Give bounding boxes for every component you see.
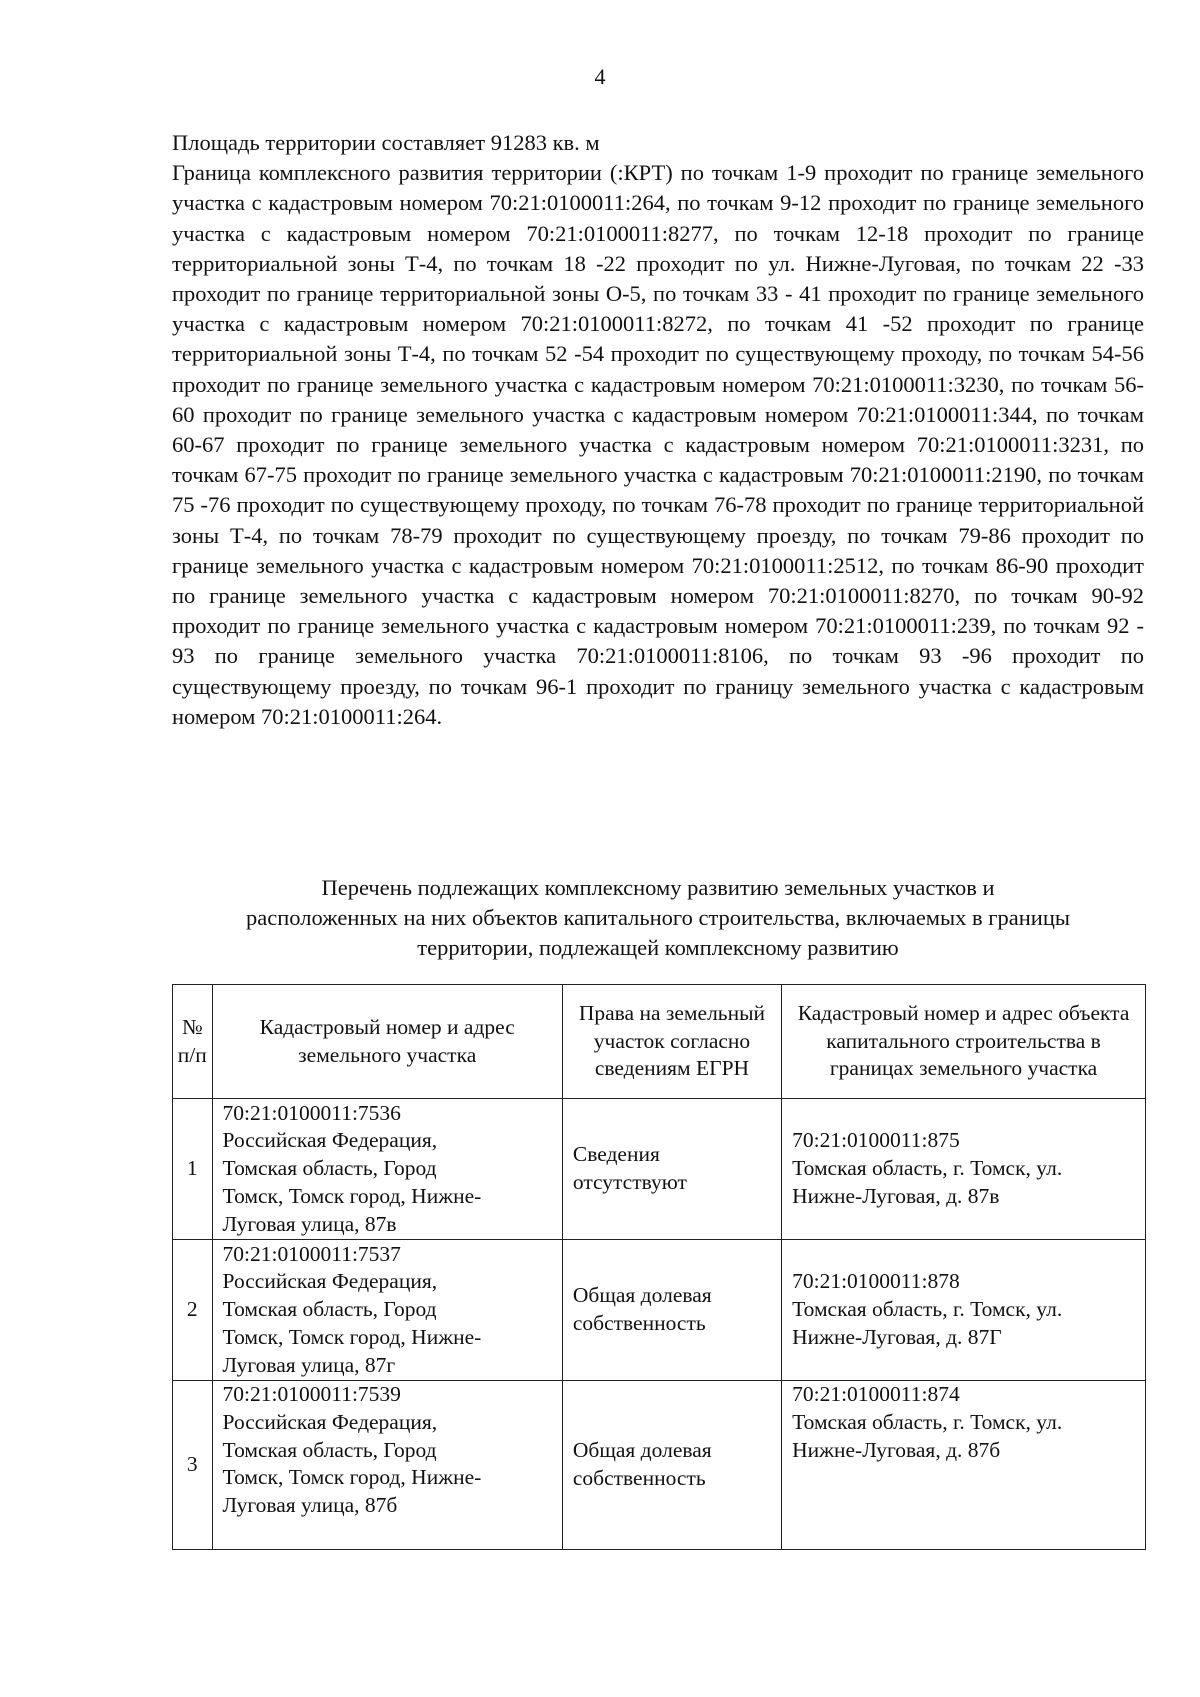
cell-rights: Общая долевая собственность <box>562 1381 781 1550</box>
table-row <box>173 1099 1146 1240</box>
cell-rights: Сведения отсутствуют <box>562 1099 781 1240</box>
header-rights: Права на земельный участок согласно сведениям ЕГРН <box>562 985 781 1099</box>
table-row <box>173 1381 1146 1550</box>
header-object: Кадастровый номер и адрес объекта капитального строительства в границах земельного участка <box>782 985 1146 1099</box>
body-text <box>172 128 1144 732</box>
cell-object: 70:21:0100011:878 Томская область, г. Томск, ул. Нижне-Луговая, д. 87Г <box>782 1240 1146 1381</box>
cell-object: 70:21:0100011:874 Томская область, г. Томск, ул. Нижне-Луговая, д. 87б <box>782 1381 1146 1550</box>
cell-object: 70:21:0100011:875 Томская область, г. Томск, ул. Нижне-Луговая, д. 87в <box>782 1099 1146 1240</box>
page-number: 4 <box>594 64 606 89</box>
section-title-line: Перечень подлежащих комплексному развитию земельных участков и <box>321 875 995 900</box>
cell-rights: Общая долевая собственность <box>562 1240 781 1381</box>
cell-land: 70:21:0100011:7536 Российская Федерация, Томская область, Город Томск, Томск город, Нижне- Луговая улица, 87в <box>212 1099 562 1240</box>
header-num: № п/п <box>173 985 213 1099</box>
cell-land: 70:21:0100011:7537 Российская Федерация, Томская область, Город Томск, Томск город, Нижне- Луговая улица, 87г <box>212 1240 562 1381</box>
cell-land: 70:21:0100011:7539 Российская Федерация, Томская область, Город Томск, Томск город, Нижне- Луговая улица, 87б <box>212 1381 562 1550</box>
header-land: Кадастровый номер и адрес земельного участка <box>212 985 562 1099</box>
parcels-table <box>172 984 1146 1550</box>
section-title <box>172 873 1144 963</box>
table-row <box>173 1240 1146 1381</box>
area-line: Площадь территории составляет 91283 кв. м <box>172 130 600 155</box>
cell-num: 1 <box>173 1099 213 1240</box>
cell-num: 3 <box>173 1381 213 1550</box>
section-title-line: расположенных на них объектов капитального строительства, включаемых в границы <box>246 905 1070 930</box>
cell-num: 2 <box>173 1240 213 1381</box>
table-header-row <box>173 985 1146 1099</box>
boundary-paragraph: Граница комплексного развития территории (:КРТ) по точкам 1-9 проходит по границе земельного участка с кадастровым номером 70:21:0100011:264, по точкам 9-12 проходит по границе земельного участка с кадастровым номером 70:21:0100011:8277, по точкам 12-18 проходит по границе территориальной зоны Т-4, по точкам 18 -22 проходит по ул. Нижне-Луговая, по точкам 22 -33 проходит по границе территориальной зоны О-5, по точкам 33 - 41 проходит по границе земельного участка с кадастровым номером 70:21:0100011:8272, по точкам 41 -52 проходит по границе территориальной зоны Т-4, по точкам 52 -54 проходит по существующему проходу, по точкам 54-56 проходит по границе земельного участка с кадастровым номером 70:21:0100011:3230, по точкам 56-60 проходит по границе земельного участка с кадастровым номером 70:21:0100011:344, по точкам 60-67 проходит по границе земельного участка с кадастровым номером 70:21:0100011:3231, по точкам 67-75 проходит по границе земельного участка с кадастровым 70:21:0100011:2190, по точкам 75 -76 проходит по существующему проходу, по точкам 76-78 проходит по границе территориальной зоны Т-4, по точкам 78-79 проходит по существующему проезду, по точкам 79-86 проходит по границе земельного участка с кадастровым номером 70:21:0100011:2512, по точкам 86-90 проходит по границе земельного участка с кадастровым номером 70:21:0100011:8270, по точкам 90-92 проходит по границе земельного участка с кадастровым номером 70:21:0100011:239, по точкам 92 - 93 по границе земельного участка 70:21:0100011:8106, по точкам 93 -96 проходит по существующему проезду, по точкам 96-1 проходит по границу земельного участка с кадастровым номером 70:21:0100011:264. <box>172 160 1144 729</box>
section-title-line: территории, подлежащей комплексному развитию <box>417 935 899 960</box>
